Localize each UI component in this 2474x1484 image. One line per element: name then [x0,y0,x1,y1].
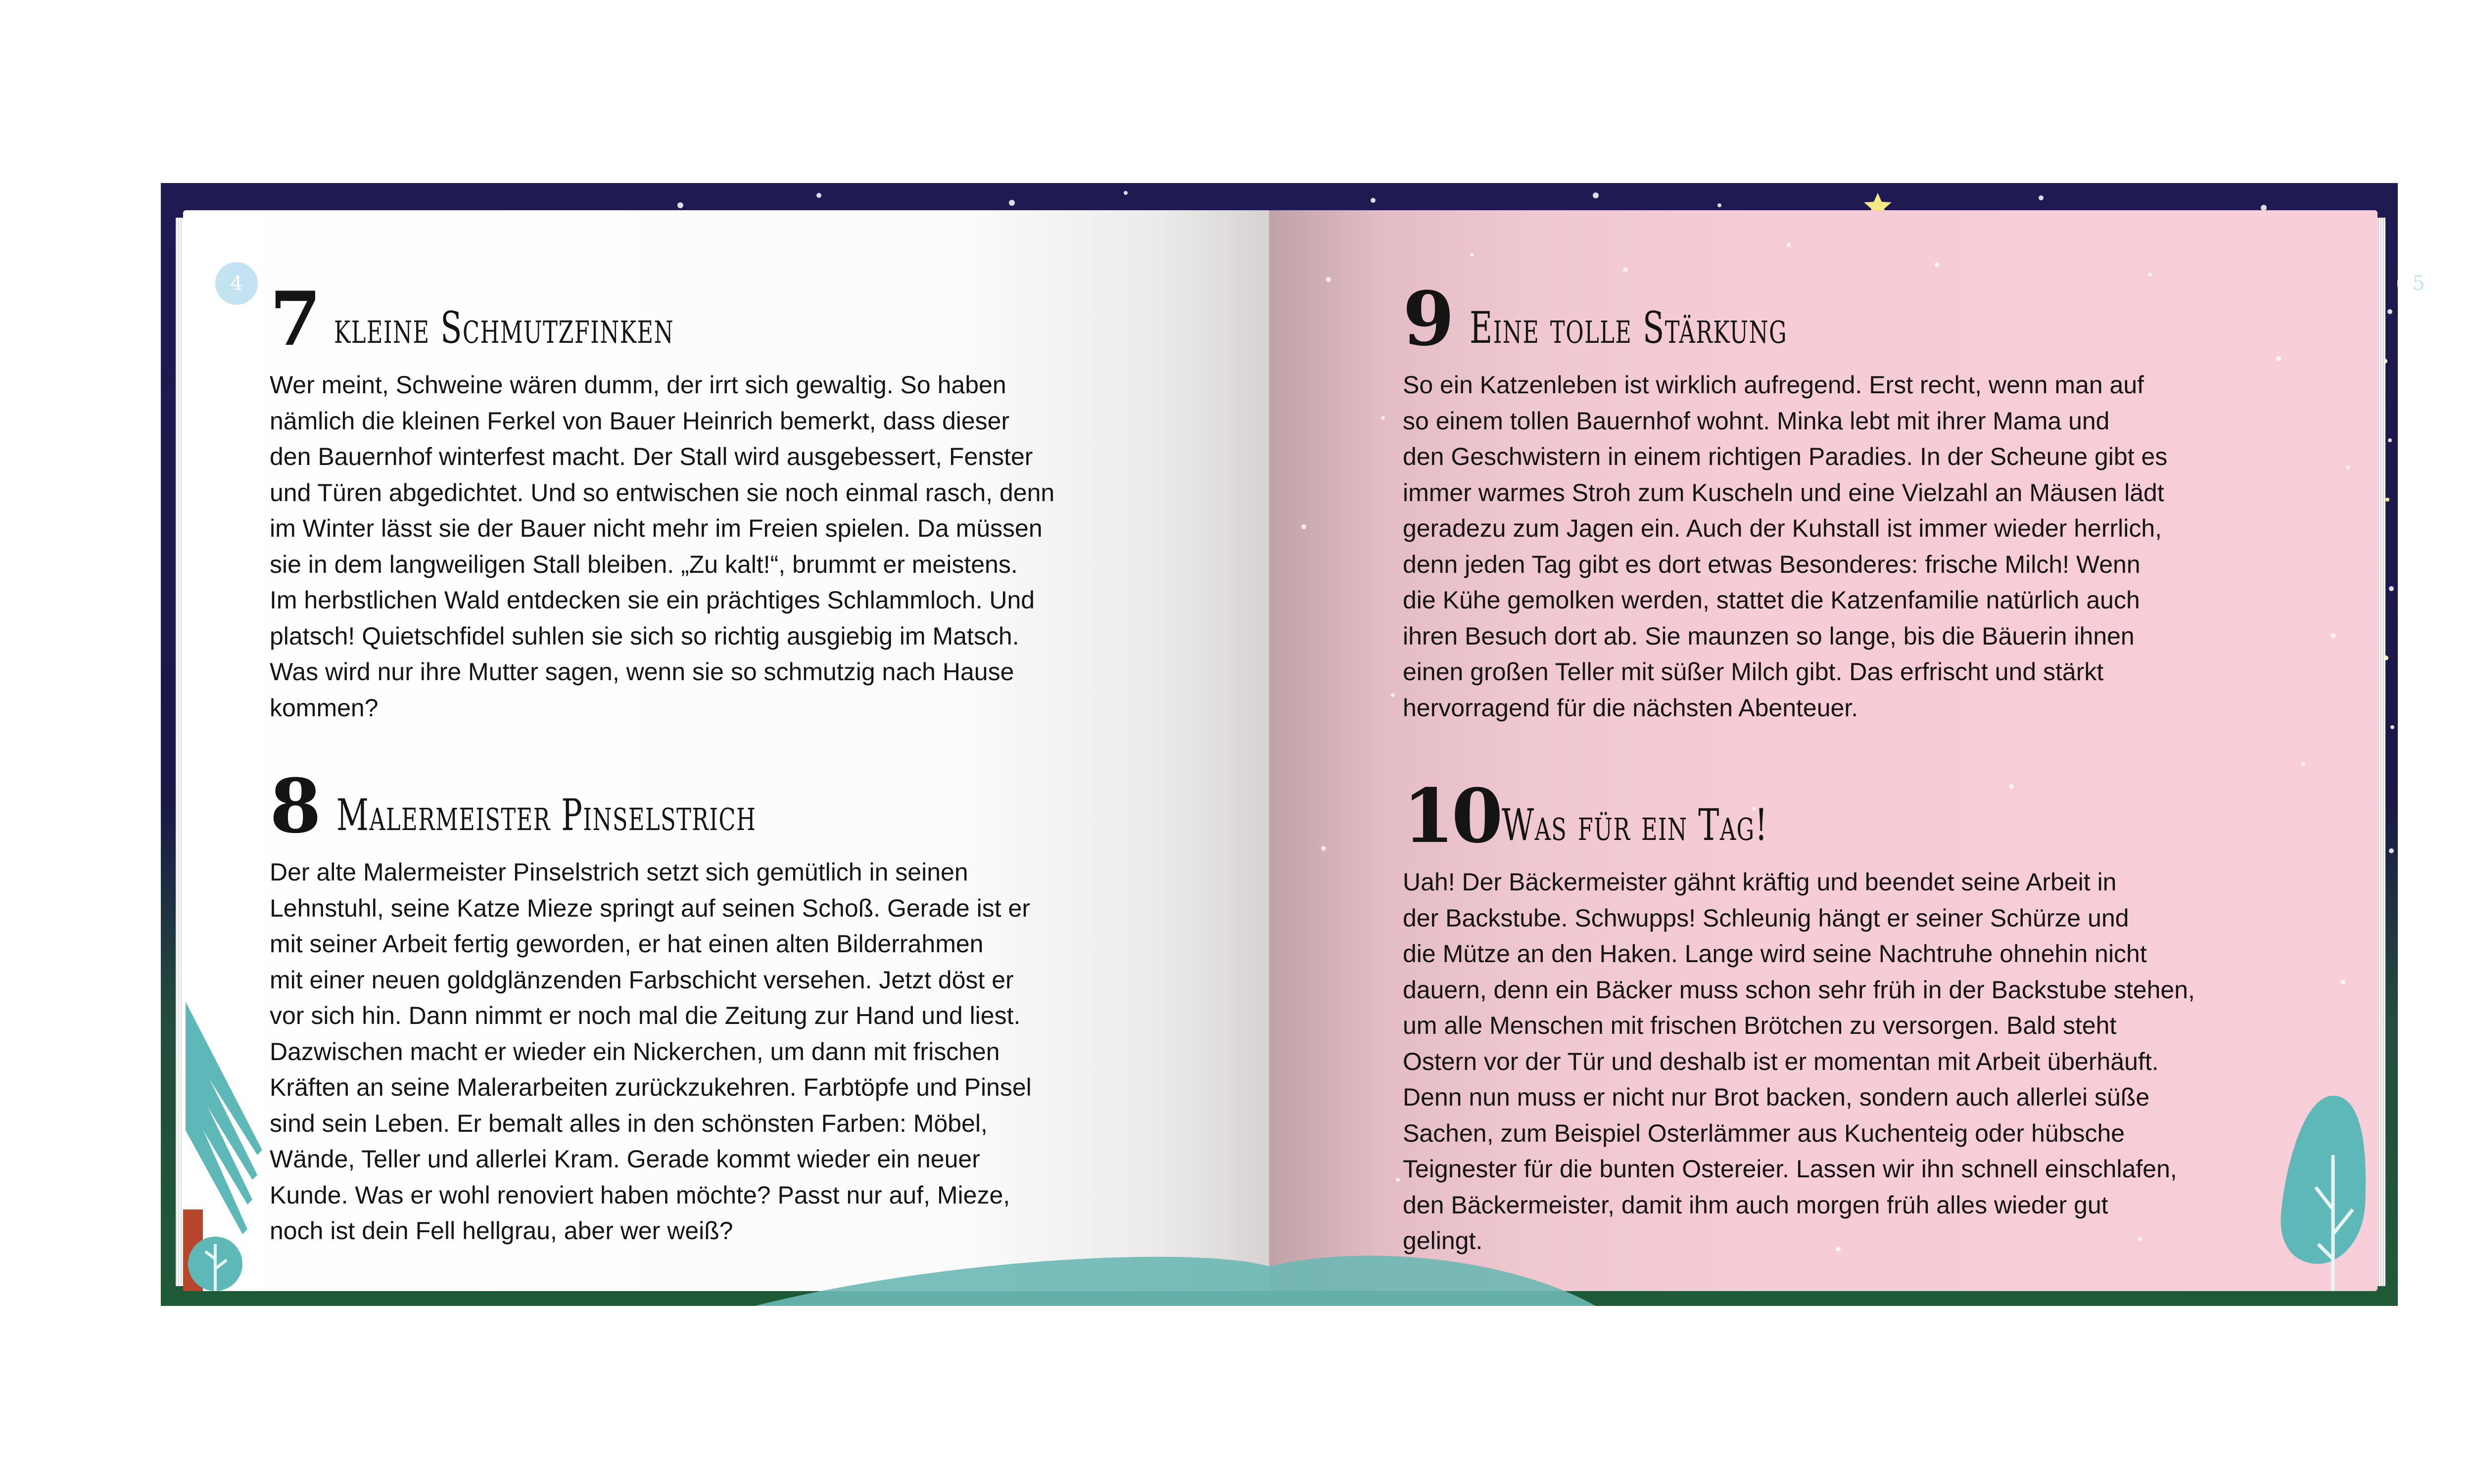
story-text: Uah! Der Bäckermeister gähnt kräftig und beendet seine Arbeit in der Backstube. Schwupps! Schleunig hängt er seiner Schürze und die Mütze an den Haken. Lange wird seine Nachtruhe ohnehin nicht dauern, denn ein Bäcker muss schon sehr früh in der Backstube stehen, um alle Menschen mit frischen Brötchen zu versorgen. Bald steht Ostern vor der Tür und deshalb ist er momentan mit Arbeit überhäuft. Denn nun muss er nicht nur Brot backen, sondern auch allerlei süße Sachen, zum Beispiel Osterlämmer aus Kuchenteig oder hübsche Teignester für die bunten Ostereier. Lassen wir ihn schnell einschlafen, den Bäckermeister, damit ihm auch morgen früh alles wieder gut gelingt. [1403,868,2195,1254]
story-title: kleine Schmutzfinken [334,302,674,353]
story-text: Der alte Malermeister Pinselstrich setzt sich gemütlich in seinen Lehnstuhl, seine Katze Mieze springt auf seinen Schoß. Gerade ist er mit seiner Arbeit fertig geworden, er hat einen alten Bilderrahmen mit einer neuen goldglänzenden Farbschicht versehen. Jetzt döst er vor sich hin. Dann nimmt er noch mal die Zeitung zur Hand und liest. Dazwischen macht er wieder ein Nickerchen, um dann mit frischen Kräften an seine Malerarbeiten zurückzukehren. Farbtöpfe und Pinsel sind sein Leben. Er bemalt alles in den schönsten Farben: Möbel, Wände, Teller und allerlei Kram. Gerade kommt wieder ein neuer Kunde. Was er wohl renoviert haben möchte? Passt nur auf, Mieze, noch ist dein Fell hellgrau, aber wer weiß? [270,858,1032,1245]
story-text: So ein Katzenleben ist wirklich aufregend. Erst recht, wenn man auf so einem tollen Bauernhof wohnt. Minka lebt mit ihrer Mama und den Geschwistern in einem richtigen Paradies. In der Scheune gibt es immer warmes Stroh zum Kuscheln und eine Vielzahl an Mäusen lädt geradezu zum Jagen ein. Auch der Kuhstall ist immer wieder herrlich, denn jeden Tag gibt es dort etwas Besonderes: frische Milch! Wenn die Kühe gemolken werden, stattet die Katzenfamilie natürlich auch ihren Besuch dort ab. Sie maunzen so lange, bis die Bäuerin ihnen einen großen Teller mit süßer Milch gibt. Das erfrischt und stärkt hervorragend für die nächsten Abenteuer. [1403,371,2168,722]
story-title: Was für ein Tag! [1502,799,1768,850]
story-number: 7 [270,276,319,363]
story-title: Eine tolle Stärkung [1470,302,1788,353]
story-number: 8 [270,763,319,850]
page-number-badge: 5 [2397,262,2440,305]
story-text: Wer meint, Schweine wären dumm, der irrt sich gewaltig. So haben nämlich die kleinen Ferkel von Bauer Heinrich bemerkt, dass dieser den Bauernhof winterfest macht. Der Stall wird ausgebessert, Fenster und Türen abgedichtet. Und so entwischen sie noch einmal rasch, denn im Winter lässt sie der Bauer nicht mehr im Freien spielen. Da müssen sie in dem langweiligen Stall bleiben. „Zu kalt!“, brummt er meistens. Im herbstlichen Wald entdecken sie ein prächtiges Schlammloch. Und platsch! Quietschfidel suhlen sie sich so richtig ausgiebig im Matsch. Was wird nur ihre Mutter sagen, wenn sie so schmutzig nach Hause kommen? [270,371,1055,722]
meadow-hills [161,183,2398,1306]
story-number: 10 [1403,773,1500,860]
page-number-badge: 4 [215,262,258,305]
book-spread [161,183,2425,1306]
story-title: Malermeister Pinselstrich [336,789,757,840]
story-number: 9 [1403,276,1452,363]
